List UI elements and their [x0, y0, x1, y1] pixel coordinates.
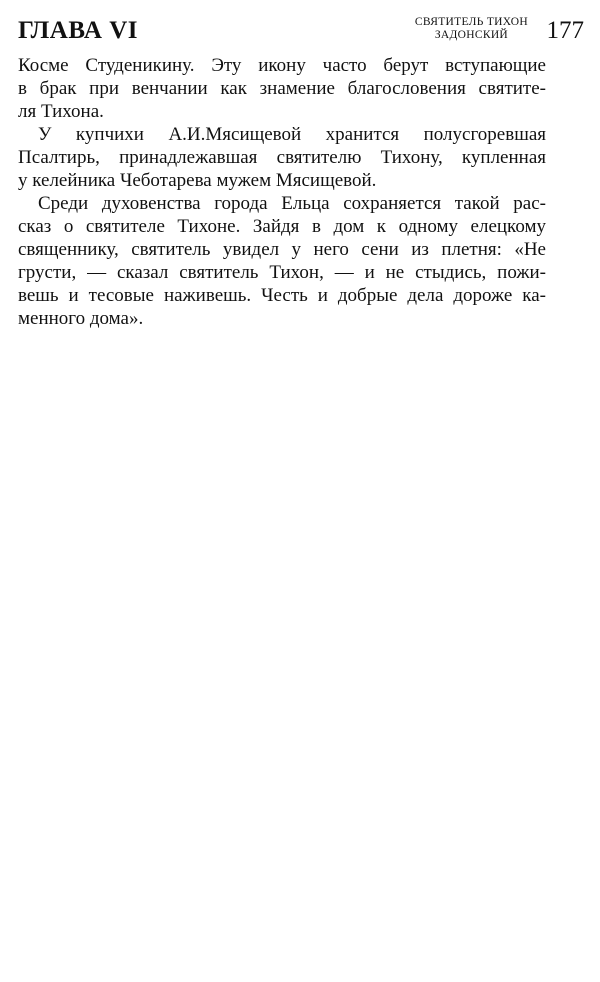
text-line: у келейника Чеботарева мужем Мясищевой.	[18, 170, 377, 191]
text-line: священнику, святитель увидел у него сени из плетня: «Не	[18, 239, 546, 260]
text-line: в брак при венчании как знамение благословения святите-	[18, 78, 546, 99]
chapter-title: ГЛАВА VI	[18, 17, 139, 44]
text-line: У купчихи А.И.Мясищевой хранится полусгоревшая	[38, 124, 546, 145]
text-line: Косме Студеникину. Эту икону часто берут вступающие	[18, 55, 546, 76]
text-line: Псалтирь, принадлежавшая святителю Тихону, купленная	[18, 147, 546, 168]
running-title-line-2: ЗАДОНСКИЙ	[434, 29, 509, 41]
body-text	[18, 54, 546, 330]
text-line: ля Тихона.	[18, 101, 104, 122]
text-line: вешь и тесовые наживешь. Честь и добрые дела дороже ка-	[18, 285, 546, 306]
page-header	[18, 14, 584, 54]
running-title-line-1: СВЯТИТЕЛЬ ТИХОН	[414, 16, 528, 28]
text-line: сказ о святителе Тихоне. Зайдя в дом к одному елецкому	[18, 216, 546, 237]
page-number: 177	[546, 17, 584, 44]
paragraph-2	[18, 123, 546, 192]
running-title	[415, 16, 528, 42]
text-line: грусти, — сказал святитель Тихон, — и не стыдись, пожи-	[18, 262, 546, 283]
text-line: Среди духовенства города Ельца сохраняется такой рас-	[38, 193, 546, 214]
paragraph-3	[18, 192, 546, 330]
text-line: менного дома».	[18, 308, 144, 329]
paragraph-1	[18, 54, 546, 123]
